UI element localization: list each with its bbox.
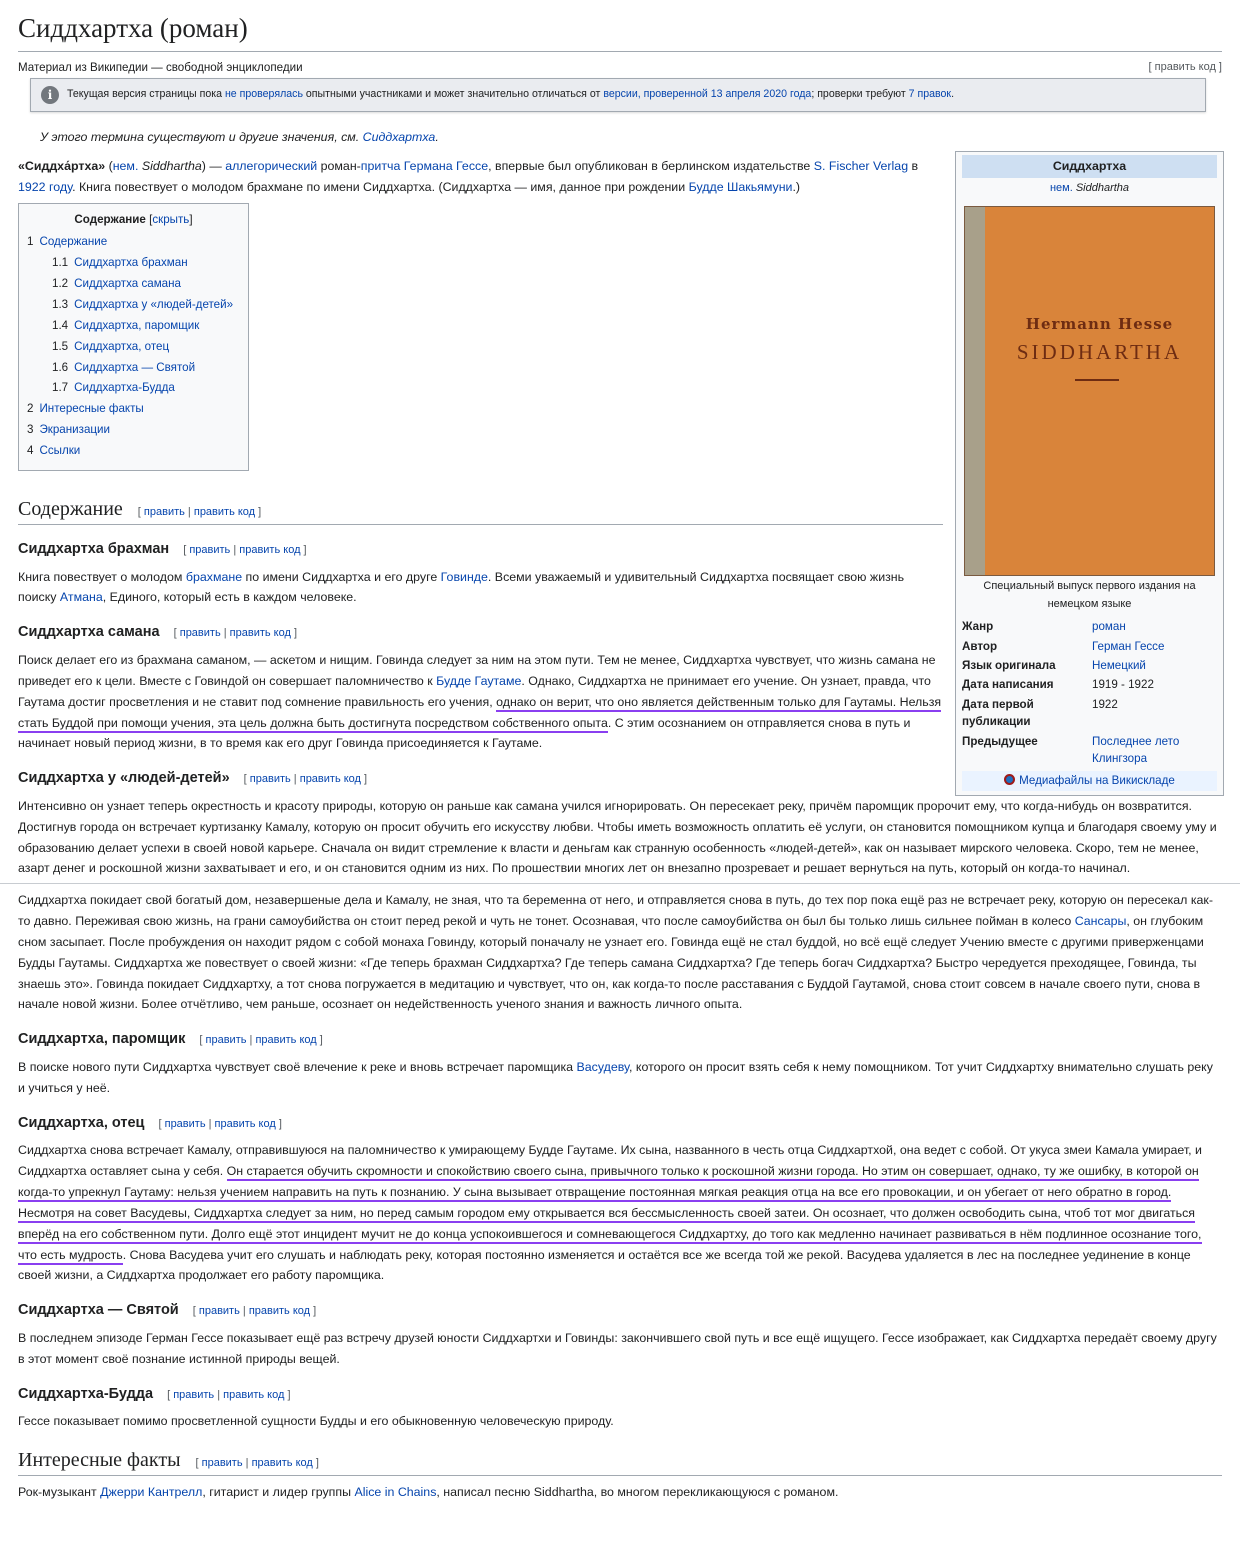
genre-link[interactable]: роман bbox=[1092, 620, 1126, 634]
table-of-contents bbox=[18, 203, 249, 471]
hesse-link[interactable]: Германа Гессе bbox=[403, 158, 489, 173]
samana-paragraph: Поиск делает его из брахмана саманом, — аскетом и нищим. Говинда следует за ним на этом пути. Тем не менее, Сиддхартха чувствует, что жизнь самана не приведет его к цели. Вместе с Говиндой он совершает паломничество к Будде Гаутаме. Однако, Сиддхартха не принимает его учение. Он узнает, правда, что Гаутама достиг просветления и не ставит под сомнение правильность его учения, однако он верит, что оно является действенным только для Гаутамы. Нельзя стать Буддой при помощи учения, эта цель должна быть достигнута посредством собственного опыта. С этим осознанием он отправляется снова в путь и начинает новый период жизни, в то время как его друг Говинда присоединяется к Гаутаме. bbox=[18, 653, 942, 751]
buddha-paragraph: Гессе показывает помимо просветленной сущности Будды и его обыкновенную человеческую природу. bbox=[18, 1414, 614, 1429]
section-edit-links: [ править | править код ] bbox=[183, 543, 307, 556]
saint-paragraph: В последнем эпизоде Герман Гессе показывает ещё раз встречу друзей юности Сиддхартхи и Говинды: закончившего свой путь и все ещё ищущего. Гессе изображает, как Сиддхартха передаёт своему другу в этот момент своё познание истинной природы вещей. bbox=[18, 1330, 1217, 1366]
section-heading-people: Сиддхартха у «людей-детей» [ править | править код ] bbox=[18, 770, 368, 787]
cantrell-link[interactable]: Джерри Кантрелл bbox=[100, 1485, 203, 1500]
notice-text: Текущая версия страницы пока не проверялась опытными участниками и может значительно отличаться от версии, проверенной 13 апреля 2020 года; проверки требуют 7 правок. bbox=[67, 88, 955, 101]
section-edit-links: [ править | править код ] bbox=[158, 1117, 282, 1130]
toc-hide-toggle[interactable]: скрыть bbox=[152, 212, 190, 226]
toc-item[interactable]: 1.2 Сиддхартха самана bbox=[52, 277, 181, 291]
cover-author: Hermann Hesse bbox=[1025, 315, 1174, 334]
infobox-table bbox=[962, 617, 1217, 768]
edit-link[interactable]: править bbox=[201, 1457, 243, 1470]
author-link[interactable]: Герман Гессе bbox=[1092, 639, 1165, 653]
commons-row bbox=[962, 771, 1217, 790]
highlighted-text: однако он верит, что оно является действенным только для Гаутамы. Нельзя стать Буддой при помощи учения, эта цель должна быть достигнута посредством собственного опыта bbox=[18, 695, 941, 733]
infobox-original-title: нем. Siddhartha bbox=[1049, 181, 1130, 194]
section-edit-links: [ править | править код ] bbox=[195, 1457, 319, 1470]
infobox-lang-link[interactable]: нем. bbox=[1049, 181, 1073, 194]
alice-in-chains-link[interactable]: Alice in Chains bbox=[354, 1485, 437, 1500]
toc-item[interactable]: 2 Интересные факты bbox=[27, 402, 144, 416]
edit-link[interactable]: править bbox=[179, 627, 221, 640]
section-heading-father: Сиддхартха, отец [ править | править код ] bbox=[18, 1114, 282, 1131]
infobox-title: Сиддхартха bbox=[962, 155, 1217, 178]
section-heading-saint: Сиддхартха — Святой [ править | править код ] bbox=[18, 1302, 317, 1319]
year-link[interactable]: 1922 году bbox=[18, 179, 73, 194]
edit-code-link[interactable]: править код bbox=[214, 1117, 276, 1130]
disambiguation-link[interactable]: Сиддхартха bbox=[362, 130, 436, 145]
infobox-row-language: Язык оригинала Немецкий bbox=[962, 659, 1146, 673]
edit-code-link[interactable]: править код bbox=[193, 505, 256, 518]
lang-link[interactable]: нем. bbox=[112, 158, 139, 173]
edit-code-link[interactable]: править код bbox=[299, 773, 361, 786]
book-spine bbox=[965, 207, 985, 575]
section-heading-buddha: Сиддхартха-Будда [ править | править код ] bbox=[18, 1385, 291, 1402]
toc-title: Содержание [скрыть] bbox=[74, 212, 193, 226]
page-title: Сиддхартха (роман) bbox=[18, 0, 1222, 52]
edit-link[interactable]: править bbox=[249, 773, 291, 786]
govinda-link[interactable]: Говинде bbox=[440, 569, 488, 584]
book-cover-image[interactable] bbox=[964, 206, 1215, 576]
father-paragraph: Сиддхартха снова встречает Камалу, отправившуюся на паломничество к умирающему Будде Гаутаме. Их сына, названного в честь отца Сиддхартхой, она ведет с собой. От укуса змеи Камала умирает, и Сиддхартха оставляет сына у себя. Он старается обучить скромности и спокойствию своего сына, привычного только к роскошной жизни города. Но этим он совершает, однако, ту же ошибку, в которой он когда-то упрекнул Гаутаму: нельзя учением направить на путь к познанию. У сына вызывает отвращение постоянная мягкая реакция отца на все его провокации, и он убегает от него обратно в город. Несмотря на совет Васудевы, Сиддхартха следует за ним, но перед самым городом ему открывается вся бессмысленность своей затеи. Он осознает, что должен освободить сына, чтоб тот мог двигаться вперёд на его собственном пути. Долго ещё этот инцидент мучит не до конца успокоившегося и сомневающегося Сиддхартху, до того как медленно начинает развиваться в нём подлинное осознание того, что есть мудрость. Снова Васудева учит его слушать и наблюдать реку, которая постоянно изменяется и остаётся все же всегда той же рекой. Васудева удаляется в лес на последнее уединение в конце своей жизни, а Сиддхартха продолжает его работу паромщика. bbox=[18, 1143, 1202, 1283]
infobox-caption: Специальный выпуск первого издания на немецком языке bbox=[983, 580, 1196, 610]
edit-code-link[interactable]: править код bbox=[223, 1388, 285, 1401]
edit-code-link[interactable]: править код bbox=[248, 1305, 311, 1318]
parable-link[interactable]: притча bbox=[360, 158, 401, 173]
fischer-link[interactable]: S. Fischer Verlag bbox=[813, 158, 909, 173]
toc-item[interactable]: 1.6 Сиддхартха — Святой bbox=[52, 360, 196, 374]
revision-notice bbox=[30, 78, 1206, 112]
toc-item[interactable]: 3 Экранизации bbox=[27, 423, 110, 437]
article-body bbox=[18, 156, 943, 754]
page-subtitle: Материал из Википедии — свободной энциклопедии bbox=[18, 61, 303, 75]
unreviewed-link[interactable]: не проверялась bbox=[224, 88, 303, 101]
section-edit-links: [ править | править код ] bbox=[192, 1305, 317, 1318]
atman-link[interactable]: Атмана bbox=[59, 590, 103, 605]
section-edit-links: [ править | править код ] bbox=[243, 773, 368, 786]
commons-link[interactable]: Медиафайлы на Викискладе bbox=[1019, 774, 1175, 788]
edit-link[interactable]: править bbox=[173, 1388, 215, 1401]
toc-item[interactable]: 1 Содержание bbox=[27, 235, 108, 249]
hatnote: У этого термина существуют и другие значения, см. Сиддхартха. bbox=[40, 130, 439, 145]
section-heading-content: Содержание [ править | править код ] bbox=[18, 495, 943, 525]
section-heading-ferryman: Сиддхартха, паромщик [ править | править код ] bbox=[18, 1031, 323, 1048]
section-edit-links: [ править | править код ] bbox=[137, 505, 262, 518]
info-icon: i bbox=[41, 86, 59, 104]
edit-code-link[interactable]: править код bbox=[239, 543, 301, 556]
edit-code-link[interactable]: править код bbox=[229, 627, 291, 640]
toc-list bbox=[27, 232, 240, 461]
brahman-link[interactable]: брахмане bbox=[185, 569, 243, 584]
section-edit-links: [ править | править код ] bbox=[199, 1034, 323, 1047]
cover-ornament bbox=[1075, 379, 1119, 381]
buddha-link[interactable]: Будде Шакьямуни bbox=[688, 179, 793, 194]
highlighted-text: Он старается обучить скромности и спокойствию своего сына, привычного только к роскошной жизни города. Но этим он совершает, однако, ту же ошибку, в которой он когда-то упрекнул Гаутаму: нельзя учением направить на путь к познанию. У сына вызывает отвращение постоянная мягкая реакция отца на все его провокации, и он убегает от него обратно в город. Несмотря на совет Васудевы, Сиддхартха следует за ним, но перед самым городом ему открывается вся бессмысленность своей затеи. Он осознает, что должен освободить сына, чтоб тот мог двигаться вперёд на его собственном пути. Долго ещё этот инцидент мучит не до конца успокоившегося и сомневающегося Сиддхартху, до того как медленно начинает развиваться в нём подлинное осознание того, что есть мудрость bbox=[18, 1164, 1202, 1264]
infobox-row-genre: Жанр роман bbox=[962, 620, 1126, 634]
edit-code-link[interactable]: править код bbox=[251, 1457, 313, 1470]
infobox-row-previous: Предыдущее Последнее лето Клингзора bbox=[962, 734, 1180, 766]
infobox-row-author: Автор Герман Гессе bbox=[962, 639, 1165, 653]
allegorical-link[interactable]: аллегорический bbox=[225, 158, 318, 173]
toc-item[interactable]: 1.4 Сиддхартха, паромщик bbox=[52, 318, 200, 332]
edit-code-link[interactable]: править код bbox=[255, 1034, 317, 1047]
divider bbox=[0, 883, 1240, 884]
section-heading-samana: Сиддхартха самана [ править | править код ] bbox=[18, 624, 298, 641]
toc-item[interactable]: 1.5 Сиддхартха, отец bbox=[52, 339, 170, 353]
reviewed-version-link[interactable]: версии, проверенной 13 апреля 2020 года bbox=[603, 88, 812, 101]
edit-link[interactable]: править bbox=[198, 1305, 240, 1318]
edit-source-link[interactable]: [ править код ] bbox=[1148, 61, 1222, 74]
people-paragraph-1: Интенсивно он узнает теперь окрестность и красоту природы, которую он раньше как самана учился игнорировать. Он пересекает реку, причём паромщик пророчит ему, что когда-нибудь он возвратится. Достигнув города он встречает куртизанку Камалу, которую он просит обучить его искусству любви. Чтобы иметь возможность оплатить её услуги, он становится помощником купца и благодаря своему уму и образованию делает успехи в своей новой карьере. Сначала он видит стремление к власти и деньгам как странную особенность «людей-детей», как он называет мирского человека. Скоро, тем не менее, азарт денег и роскошной жизни захватывает и его, и он становится одним из них. По прошествии многих лет он внезапно прозревает и решает вернуться на путь, который он когда-то начинал. bbox=[18, 798, 1217, 876]
vasudeva-link[interactable]: Васудеву bbox=[576, 1059, 630, 1074]
toc-item[interactable]: 1.3 Сиддхартха у «людей-детей» bbox=[52, 298, 234, 312]
samsara-link[interactable]: Сансары bbox=[1074, 914, 1127, 929]
brahman-paragraph: Книга повествует о молодом брахмане по имени Сиддхартха и его друге Говинде. Всеми уважаемый и удивительный Сиддхартха посвящает свою жизнь поиску Атмана, Единого, который есть в каждом человеке. bbox=[18, 569, 905, 605]
people-paragraph-2: Сиддхартха покидает свой богатый дом, незавершеные дела и Камалу, не зная, что та беременна от него, и отправляется снова в путь, до тех пор пока ещё раз не встречает реку, которую он пересекал как-то давно. Переживая свою жизнь, на грани самоубийства он стоит перед рекой и чуть не тонет. Осознавая, что после самоубийства он был бы только лишь сильнее пойман в колесо Сансары, он глубоким сном засыпает. После пробуждения он находит рядом с собой монаха Говинду, который поначалу не узнает его. Говинда ещё не стал буддой, но всё ещё следует Учению вместе с другими приверженцами Будды Гаутамы. Сиддхартха же повествует о своей жизни: «Где теперь брахман Сиддхартха? Где теперь самана Сиддхартха? Где теперь богач Сиддхартха? Быстро чередуется преходящее, Говинда, ты знаешь это». Говинда покидает Сиддхартху, а тот снова погружается в медитацию и чувствует, что он, как когда-то после расставания с Буддой Гаутамой, снова стоит совсем в начале своего пути, снова в начале новой жизни. Более отчётливо, чем раньше, осознает он недейственность ученого знания и важность личного опыта. bbox=[18, 893, 1213, 1012]
article-body-wide bbox=[18, 768, 1222, 1503]
toc-item[interactable]: 1.1 Сиддхартха брахман bbox=[52, 256, 188, 270]
toc-item[interactable]: 1.7 Сиддхартха-Будда bbox=[52, 381, 175, 395]
edit-link[interactable]: править bbox=[164, 1117, 206, 1130]
infobox-row-published: Дата первой публикации 1922 bbox=[962, 697, 1118, 729]
ferryman-paragraph: В поиске нового пути Сиддхартха чувствует своё влечение к реке и вновь встречает паромщика Васудеву, которого он просит взять себя к нему помощником. Тот учит Сиддхартху внимательно слушать реку и учиться у неё. bbox=[18, 1059, 1213, 1095]
lead-paragraph: «Сиддха́ртха» (нем. Siddhartha) — аллегорический роман-притча Германа Гессе, впервые был опубликован в берлинском издательстве S. Fischer Verlag в 1922 году. Книга повествует о молодом брахмане по имени Сиддхартха. (Сиддхартха — имя, данное при рождении Будде Шакьямуни.) bbox=[18, 158, 919, 194]
section-edit-links: [ править | править код ] bbox=[167, 1388, 291, 1401]
section-heading-brahman: Сиддхартха брахман [ править | править код ] bbox=[18, 540, 307, 557]
gautama-link[interactable]: Будде Гаутаме bbox=[436, 673, 522, 688]
section-heading-facts: Интересные факты [ править | править код ] bbox=[18, 1446, 1222, 1476]
section-edit-links: [ править | править код ] bbox=[173, 627, 298, 640]
infobox-row-written: Дата написания 1919 - 1922 bbox=[962, 678, 1154, 692]
edit-link[interactable]: править bbox=[205, 1034, 247, 1047]
previous-book-link[interactable]: Последнее лето Клингзора bbox=[1092, 734, 1180, 766]
edit-link[interactable]: править bbox=[143, 505, 185, 518]
language-link[interactable]: Немецкий bbox=[1092, 659, 1146, 673]
facts-paragraph: Рок-музыкант Джерри Кантрелл, гитарист и лидер группы Alice in Chains, написал песню Siddhartha, во многом перекликающуюся с романом. bbox=[18, 1485, 839, 1500]
edit-link[interactable]: править bbox=[189, 543, 231, 556]
toc-item[interactable]: 4 Ссылки bbox=[27, 444, 81, 458]
infobox bbox=[955, 151, 1224, 796]
cover-title: SIDDHARTHA bbox=[1016, 340, 1183, 365]
commons-icon bbox=[1004, 774, 1015, 785]
pending-edits-link[interactable]: 7 правок bbox=[908, 88, 952, 101]
